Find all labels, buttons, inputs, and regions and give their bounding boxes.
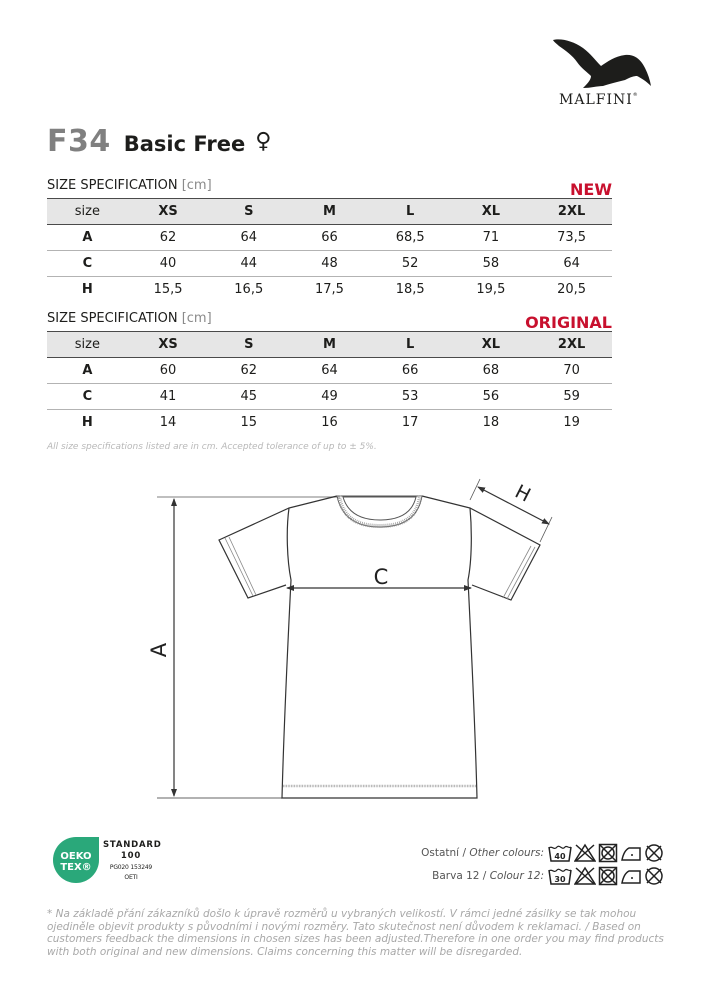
cell: 48 <box>321 256 338 271</box>
cell: 71 <box>482 230 500 245</box>
column-header: M <box>322 337 336 352</box>
product-title <box>47 124 271 160</box>
cell: 16 <box>321 415 338 430</box>
no-bleach-icon <box>574 843 596 863</box>
table-row <box>47 384 612 410</box>
no-dry-clean-icon <box>644 843 664 863</box>
size-table <box>47 331 612 435</box>
cell: 45 <box>240 389 258 404</box>
cell: 70 <box>563 363 580 378</box>
cell: 15 <box>240 415 258 430</box>
column-header: size <box>74 337 100 352</box>
cell: 64 <box>321 363 338 378</box>
female-icon: ♀ <box>255 129 272 154</box>
column-header: XS <box>158 204 178 219</box>
column-header: S <box>244 337 254 352</box>
cell: 66 <box>321 230 338 245</box>
cell: 64 <box>563 256 580 271</box>
cell: 53 <box>401 389 419 404</box>
product-code: F34 <box>47 124 111 159</box>
column-header: L <box>406 337 415 352</box>
cell: 66 <box>401 363 419 378</box>
cell: 40 <box>159 256 177 271</box>
table-row <box>47 225 612 251</box>
cell: 20,5 <box>557 282 587 297</box>
column-header: XL <box>481 204 501 219</box>
svg-text:OEKO: OEKO <box>60 851 92 862</box>
table-row <box>47 277 612 303</box>
row-key: H <box>81 282 93 297</box>
column-header: size <box>74 204 100 219</box>
cell: 58 <box>482 256 500 271</box>
cell: 49 <box>321 389 338 404</box>
column-header: XS <box>158 337 178 352</box>
row-key: C <box>82 389 93 404</box>
iron-low-icon <box>620 866 642 886</box>
size-table-original <box>47 307 612 435</box>
table-row <box>47 358 612 384</box>
wash-40-icon <box>548 843 572 863</box>
row-key: A <box>82 363 93 378</box>
wash-30-icon <box>548 866 572 886</box>
cell: 60 <box>159 363 177 378</box>
dimension-label-h: H <box>511 480 535 507</box>
cell: 17 <box>401 415 419 430</box>
cell: 68,5 <box>395 230 425 245</box>
iron-low-icon <box>620 843 642 863</box>
column-header: L <box>406 204 415 219</box>
care-row-colour-12: Barva 12 / Colour 12: 30 <box>432 866 664 886</box>
no-dry-clean-icon <box>644 866 664 886</box>
cell: 59 <box>563 389 580 404</box>
cell: 19,5 <box>476 282 506 297</box>
table-tag-original: ORIGINAL <box>525 313 612 332</box>
no-tumble-dry-icon <box>598 843 618 863</box>
cell: 52 <box>401 256 419 271</box>
column-header: M <box>322 204 336 219</box>
eagle-icon <box>551 38 651 90</box>
row-key: C <box>82 256 93 271</box>
cell: 16,5 <box>234 282 264 297</box>
size-table <box>47 198 612 302</box>
dimension-label-a: A <box>147 642 171 658</box>
cell: 41 <box>159 389 177 404</box>
cell: 18,5 <box>395 282 425 297</box>
cell: 73,5 <box>557 230 587 245</box>
tshirt-diagram <box>0 460 707 820</box>
table-row <box>47 251 612 277</box>
cell: 19 <box>563 415 580 430</box>
brand-wordmark: MALFINI® <box>559 92 639 108</box>
cell: 17,5 <box>314 282 344 297</box>
cell: 56 <box>482 389 500 404</box>
no-bleach-icon <box>574 866 596 886</box>
column-header: XL <box>481 337 501 352</box>
table-header-row <box>47 332 612 358</box>
cell: 44 <box>240 256 258 271</box>
cell: 62 <box>159 230 177 245</box>
size-table-new <box>47 174 612 302</box>
column-header: 2XL <box>557 337 586 352</box>
row-key: H <box>81 415 93 430</box>
svg-text:30: 30 <box>554 875 566 884</box>
tolerance-note: All size specifications listed are in cm. Accepted tolerance of up to ± 5%. <box>47 442 377 452</box>
row-key: A <box>82 230 93 245</box>
care-row-other-colours: Ostatní / Other colours: 40 <box>421 843 664 863</box>
column-header: S <box>244 204 254 219</box>
dimension-label-c: C <box>373 565 389 589</box>
table-row <box>47 410 612 436</box>
malfini-logo <box>545 38 665 118</box>
cell: 15,5 <box>153 282 183 297</box>
disclaimer-note: * Na základě přání zákazníků došlo k úpravě rozměrů u vybraných velikostí. V rámci jedné zásilky se tak mohou ojediněle objevit produkty s původními i novými rozměry. Tato skutečnost není důvodem k reklamaci. / Based on customers feedback the dimensions in chosen sizes has been adjusted.Therefore in one order you may find products with both original and new dimensions. Claims concerning this matter will be disregarded. <box>47 908 664 958</box>
table-tag-new: NEW <box>570 180 612 199</box>
svg-text:TEX®: TEX® <box>60 862 92 873</box>
column-header: 2XL <box>557 204 586 219</box>
cell: 64 <box>240 230 258 245</box>
size-spec-heading: SIZE SPECIFICATION [cm] <box>47 178 212 193</box>
table-header-row <box>47 199 612 225</box>
cell: 62 <box>240 363 258 378</box>
svg-text:40: 40 <box>554 852 566 861</box>
oeko-tex-certificate: STANDARD 100 PG020 153249 OETI <box>103 840 162 881</box>
cell: 14 <box>159 415 177 430</box>
oeko-tex-logo <box>51 835 101 885</box>
product-name: Basic Free <box>123 132 246 156</box>
size-spec-heading: SIZE SPECIFICATION [cm] <box>47 311 212 326</box>
cell: 18 <box>482 415 500 430</box>
no-tumble-dry-icon <box>598 866 618 886</box>
cell: 68 <box>482 363 500 378</box>
